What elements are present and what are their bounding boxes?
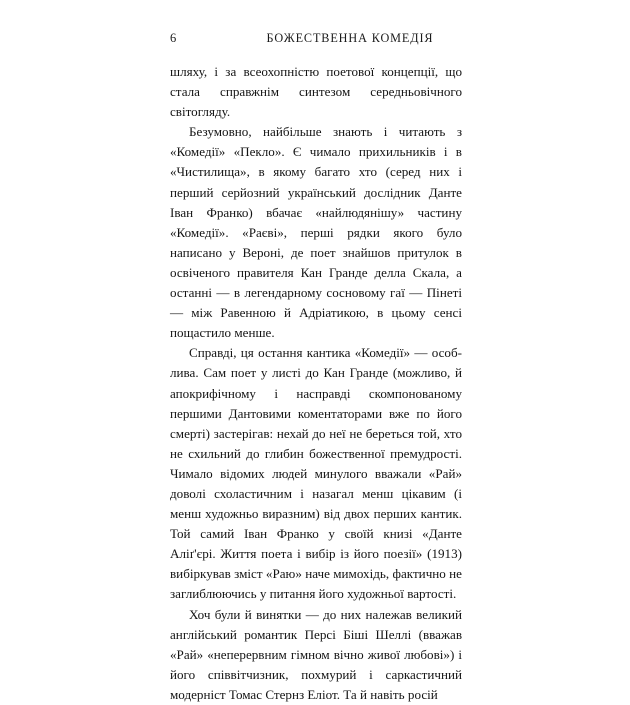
running-head: БОЖЕСТВЕННА КОМЕДІЯ <box>266 30 434 45</box>
paragraph: Справді, ця остання кантика «Комедії» — особлива. Сам поет у листі до Кан Гранде (можливо, й апокрифічному і насправді скомпонованому першими Дантовими коментаторами вже по його смерті) застерігав: нехай до неї не береться той, хто не схильний до глибин божественної премудрості. Чимало відомих людей минулого вважали «Рай» доволі схоластичним і назагал менш цікавим (і менш художньо виразним) від двох перших кантик. Той самий Іван Франко у своїй книзі «Данте Аліґ'єрі. Життя поета і вибір із його поезії» (1913) вибіркував зміст «Раю» наче мимохідь, фактично не заглиблюючись у питання його художньої вартості. <box>170 345 462 602</box>
page-number: 6 <box>170 30 177 45</box>
body-text <box>170 62 462 705</box>
paragraph: Безумовно, найбільше знають і читають з «Комедії» «Пекло». Є чимало прихильників і в «Чистилища», в якому багато хто (серед них і перший серйозний український дослідник Данте Іван Франко) вбачає «найлюдянішу» частину «Комедії». «Раєві», перші рядки якого було написано у Вероні, де поет знайшов притулок в освіченого правителя Кан Гранде делла Скала, а останні — в легендарному сосновому гаї — Пінеті — між Равенною й Адріатикою, в цьому сенсі пощастило менше. <box>170 124 462 341</box>
paragraph: Хоч були й винятки — до них належав великий англійський романтик Персі Біші Шеллі (вважав «Рай» «неперервним гімном вічно живої любові») і його співвітчизник, похмурий і саркастичний модерніст Томас Стернз Еліот. Та й навіть росій <box>170 606 462 702</box>
page-header <box>0 28 630 48</box>
paragraph: шляху, і за всеохопністю поетової концепції, що стала справжнім синтезом середньовічного світогляду. <box>170 64 462 120</box>
